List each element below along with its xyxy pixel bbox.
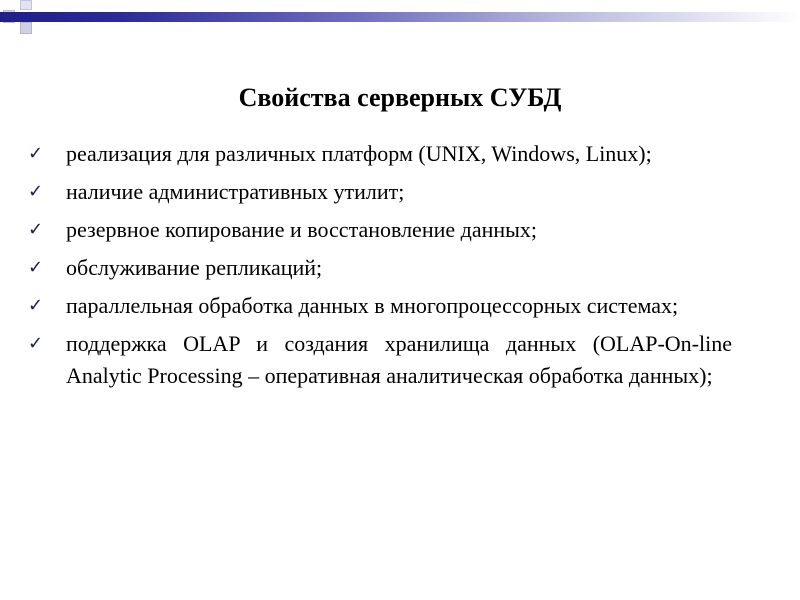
bullet-text: наличие административных утилит; [66,179,405,204]
check-icon: ✓ [28,333,44,354]
slide-title: Свойства серверных СУБД [238,83,562,112]
decor-square [20,22,32,34]
check-icon: ✓ [28,295,44,316]
list-item [28,176,732,208]
bullet-list [28,138,732,398]
list-item [28,252,732,284]
bullet-text: реализация для различных платформ (UNIX, Windows, Linux); [66,141,652,166]
check-icon: ✓ [28,181,44,202]
check-icon: ✓ [28,143,44,164]
list-item [28,290,732,322]
list-item [28,214,732,246]
list-item [28,328,732,392]
bullet-text: поддержка OLAP и создания хранилища данных (OLAP-On-line Analytic Processing – оперативная аналитическая обработка данных); [66,331,732,388]
check-icon: ✓ [28,257,44,278]
bullet-text: обслуживание репликаций; [66,255,323,280]
bullet-text: параллельная обработка данных в многопроцессорных системах; [66,293,679,318]
header-gradient-bar [0,12,800,22]
list-item [28,138,732,170]
check-icon: ✓ [28,219,44,240]
decor-square [20,0,32,10]
bullet-text: резервное копирование и восстановление данных; [66,217,538,242]
